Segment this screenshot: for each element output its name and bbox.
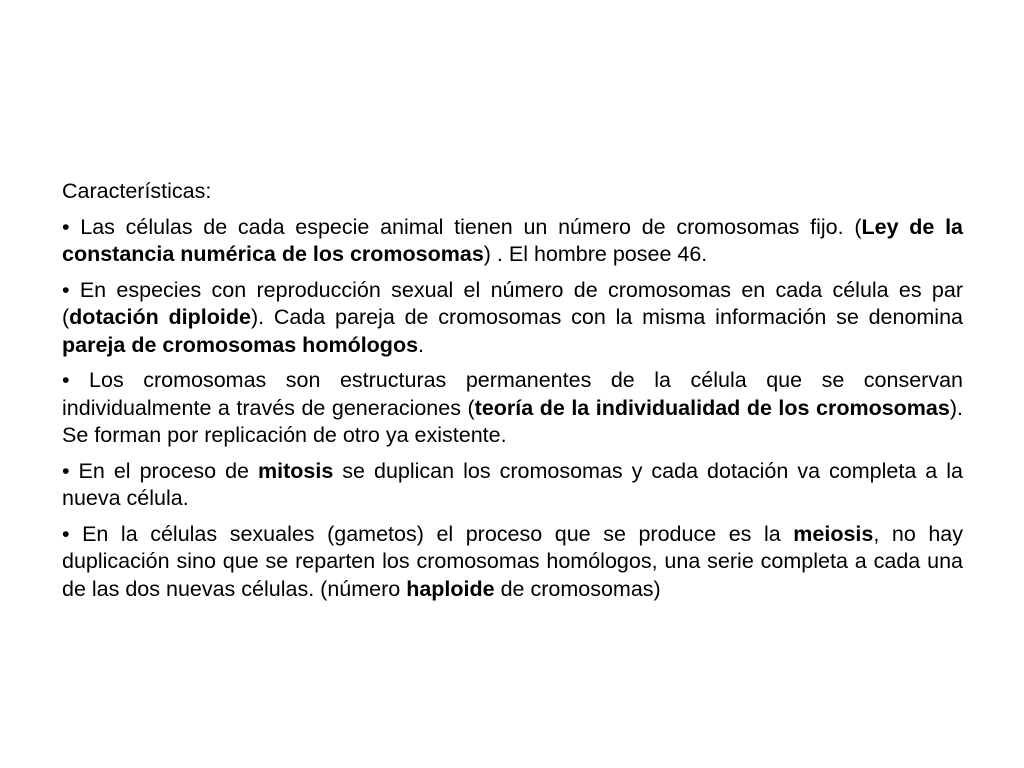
paragraph-text: ) . El hombre posee 46. <box>483 242 708 266</box>
paragraph-constancia <box>62 214 963 269</box>
bold-term: meiosis <box>793 521 874 546</box>
text-body <box>62 178 963 611</box>
bold-term: mitosis <box>258 458 334 483</box>
bold-term: dotación diploide <box>69 305 251 329</box>
paragraph-mitosis <box>62 458 963 513</box>
paragraph-text: • En especies con reproducción sexual el número de cromosomas en cada célula es par ( <box>62 277 963 329</box>
heading: Características: <box>62 179 212 203</box>
paragraph-text: . <box>418 332 425 357</box>
paragraph-text: , no hay duplicación sino que se reparten los cromosomas homólogos, una serie completa a cada una de las dos nuevas células. (número <box>62 521 964 601</box>
paragraph-text: • Los cromosomas son estructuras permanentes de la célula que se conservan individualmente a través de generaciones ( <box>62 368 963 420</box>
paragraph-meiosis <box>62 521 963 604</box>
paragraph-text: • En la células sexuales (gametos) el proceso que se produce es la <box>62 521 794 546</box>
bold-term: teoría de la individualidad de los cromosomas <box>474 395 950 420</box>
paragraph-individualidad <box>62 367 963 450</box>
paragraph-diploide <box>62 277 963 360</box>
bold-term: haploide <box>406 576 495 601</box>
paragraph-text: ). Cada pareja de cromosomas con la misma información se denomina <box>250 305 963 329</box>
paragraph-text: ). Se forman por replicación de otro ya existente. <box>62 395 963 447</box>
paragraph-text: se duplican los cromosomas y cada dotación va completa a la nueva célula. <box>62 458 963 510</box>
bold-term: pareja de cromosomas homólogos <box>62 332 419 357</box>
paragraph-text: de cromosomas) <box>494 576 661 601</box>
paragraph-text: • En el proceso de <box>62 458 258 483</box>
paragraph-text: • Las células de cada especie animal tienen un número de cromosomas fijo. ( <box>62 214 862 239</box>
bold-term: Ley de la constancia numérica de los cromosomas <box>62 214 963 266</box>
